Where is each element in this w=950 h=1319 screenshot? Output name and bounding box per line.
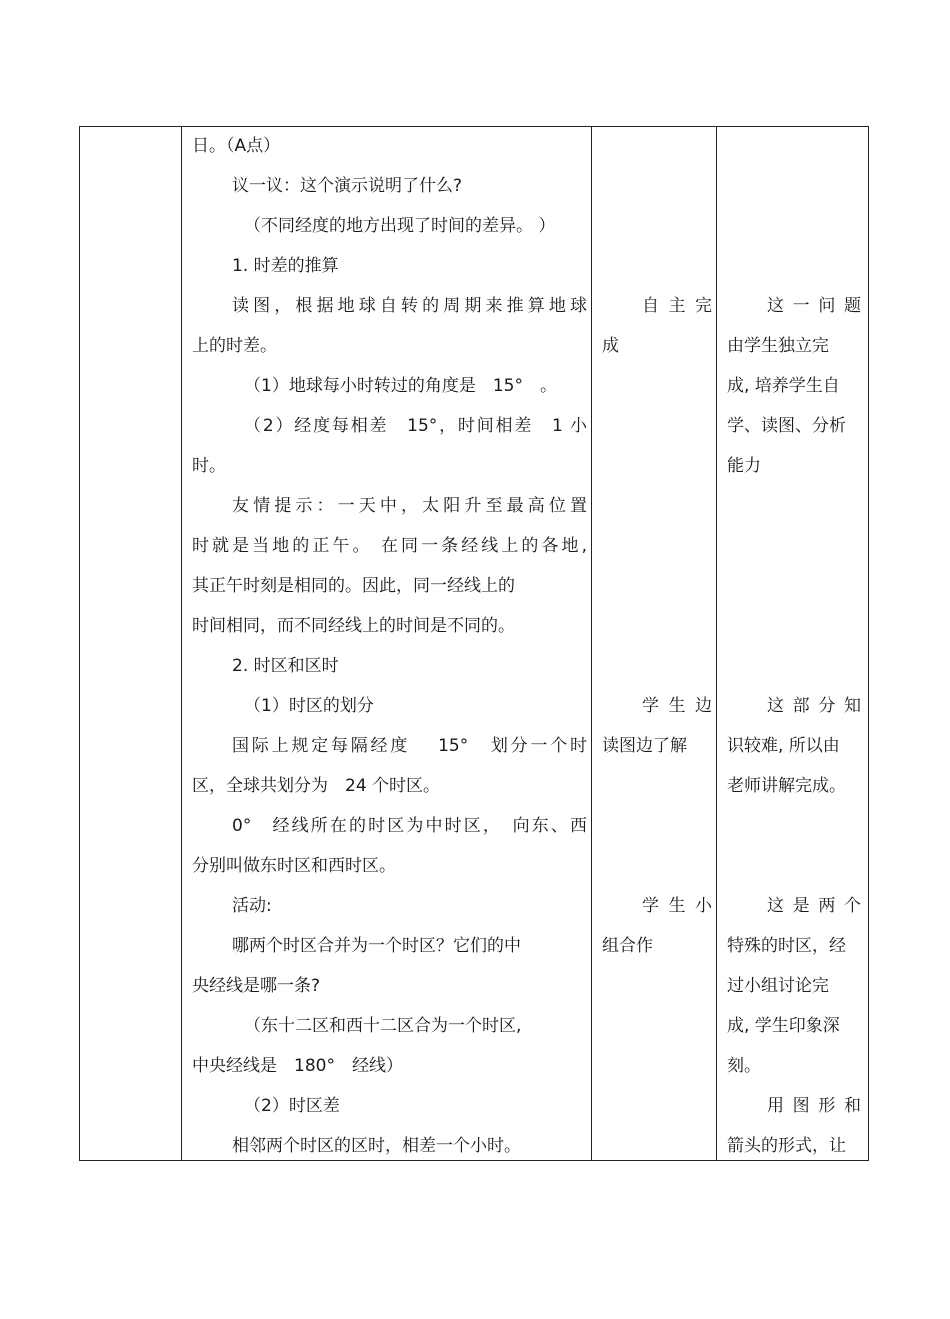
content-line: 0° 经线所在的时区为中时区， 向东、西	[232, 816, 587, 836]
content-line: （1）地球每小时转过的角度是 15° 。	[244, 376, 557, 396]
intent-line: 箭头的形式，让	[727, 1136, 846, 1156]
content-line: 其正午时刻是相同的。因此，同一经线上的	[192, 576, 515, 596]
content-line: 日。（A点）	[192, 136, 281, 156]
intent-line: 刻。	[727, 1056, 761, 1076]
intent-line: 老师讲解完成。	[727, 776, 846, 796]
design-intent-column	[727, 127, 865, 1160]
intent-line: 过小组讨论完	[727, 976, 829, 996]
content-line: 活动:	[232, 896, 272, 916]
intent-line: 由学生独立完	[727, 336, 829, 356]
content-line: 分别叫做东时区和西时区。	[192, 856, 396, 876]
content-line: 相邻两个时区的区时，相差一个小时。	[232, 1136, 521, 1156]
column-divider	[716, 127, 717, 1160]
content-line: 央经线是哪一条?	[192, 976, 321, 996]
content-line: 友情提示：一天中，太阳升至最高位置	[232, 496, 587, 516]
content-line: 时。	[192, 456, 226, 476]
content-line: 哪两个时区合并为一个时区？它们的中	[232, 936, 521, 956]
intent-line: 这一问题	[767, 296, 861, 316]
intent-line: 这部分知	[767, 696, 861, 716]
activity-line: 组合作	[602, 936, 653, 956]
lesson-table	[79, 126, 869, 1161]
content-line: （2）经度每相差 15°，时间相差 1 小	[244, 416, 587, 436]
activity-line: 读图边了解	[602, 736, 687, 756]
activity-line: 学生小	[642, 896, 712, 916]
intent-line: 特殊的时区，经	[727, 936, 846, 956]
content-line: （2）时区差	[244, 1096, 340, 1116]
student-activity-column	[602, 127, 712, 1160]
intent-line: 成, 培养学生自	[727, 376, 840, 396]
section-heading: 2. 时区和区时	[232, 656, 339, 676]
intent-line: 识较难, 所以由	[727, 736, 840, 756]
content-line: 时间相同，而不同经线上的时间是不同的。	[192, 616, 515, 636]
intent-line: 能力	[727, 456, 761, 476]
blank-column	[80, 127, 181, 1160]
column-divider	[181, 127, 182, 1160]
section-heading: 1. 时差的推算	[232, 256, 339, 276]
intent-line: 用图形和	[767, 1096, 861, 1116]
content-line: 读图，根据地球自转的周期来推算地球	[232, 296, 587, 316]
activity-line: 学生边	[642, 696, 712, 716]
content-line: （不同经度的地方出现了时间的差异。 ）	[244, 216, 556, 236]
intent-line: 成, 学生印象深	[727, 1016, 840, 1036]
intent-line: 学、读图、分析	[727, 416, 846, 436]
content-line: 议一议：这个演示说明了什么?	[232, 176, 463, 196]
content-line: 时就是当地的正午。 在同一条经线上的各地,	[192, 536, 587, 556]
content-line: 区，全球共划分为 24 个时区。	[192, 776, 441, 796]
column-divider	[591, 127, 592, 1160]
lesson-content-column	[192, 127, 587, 1160]
content-line: （1）时区的划分	[244, 696, 374, 716]
content-line: 国际上规定每隔经度 15° 划分一个时	[232, 736, 587, 756]
content-line: （东十二区和西十二区合为一个时区,	[244, 1016, 522, 1036]
activity-line: 成	[602, 336, 619, 356]
intent-line: 这是两个	[767, 896, 861, 916]
activity-line: 自主完	[642, 296, 712, 316]
content-line: 上的时差。	[192, 336, 277, 356]
content-line: 中央经线是 180° 经线）	[192, 1056, 403, 1076]
